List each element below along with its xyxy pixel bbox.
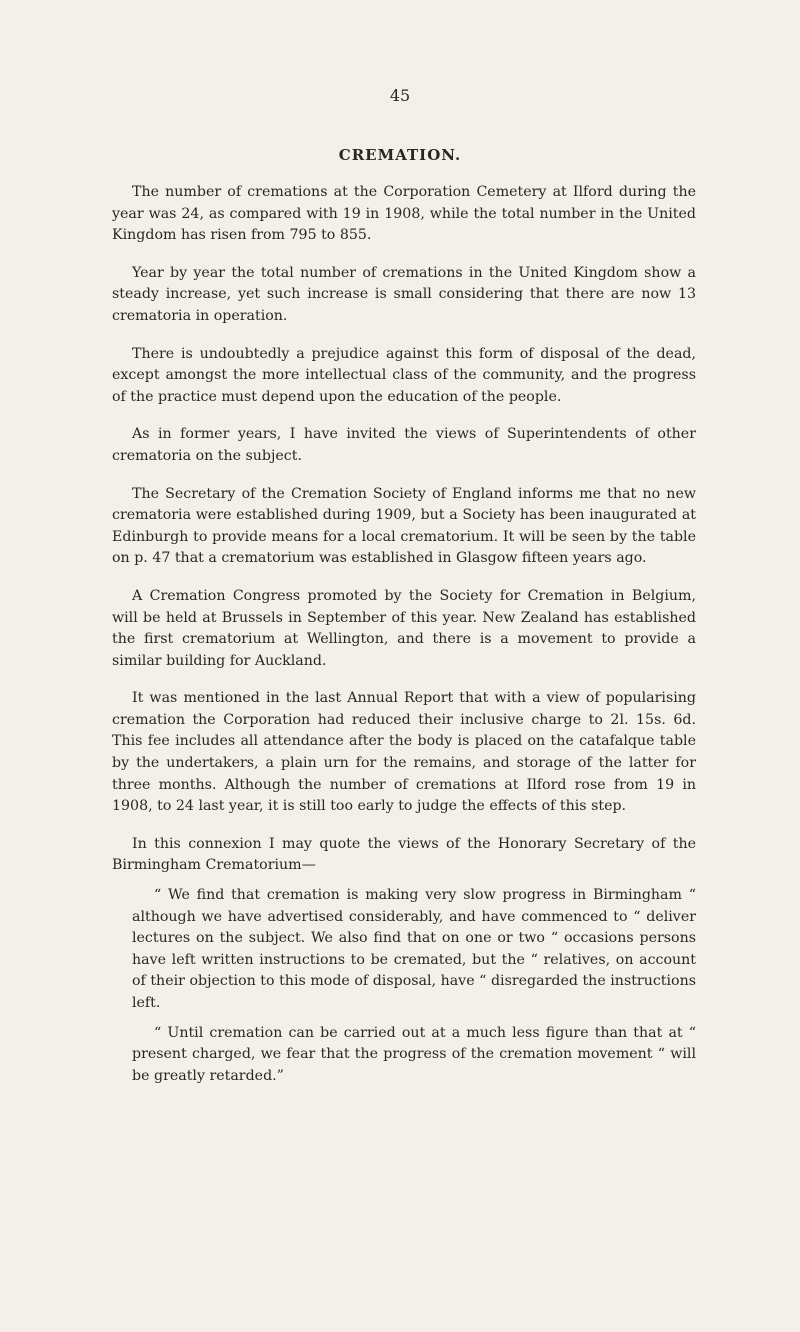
quote-paragraph: “ Until cremation can be carried out at a much less figure than that at “ present charged, we fear that the progress of the cremation movement “ will be greatly retarded.” bbox=[132, 1024, 696, 1084]
page-number: 45 bbox=[389, 86, 411, 105]
birmingham-quote bbox=[112, 885, 696, 1087]
section-title: CREMATION. bbox=[338, 146, 462, 164]
paragraph-congress: A Cremation Congress promoted by the Society for Cremation in Belgium, will be held at Brussels in September of this year. New Zealand has established the first crematorium at Wellington, and there is a movement to provide a similar building for Auckland. bbox=[112, 587, 696, 669]
paragraph-uk-increase: Year by year the total number of cremations in the United Kingdom show a steady increase, yet such increase is small considering that there are now 13 crematoria in operation. bbox=[112, 264, 696, 324]
paragraph-views-invited: As in former years, I have invited the views of Superintendents of other crematoria on the subject. bbox=[112, 426, 696, 464]
paragraph-charge-reduction: It was mentioned in the last Annual Report that with a view of popularising cremation the Corporation had reduced their inclusive charge to 2l. 15s. 6d. This fee includes all attendance after the body is placed on the catafalque table by the undertakers, a plain urn for the remains, and storage of the latter for three months. Although the number of cremations at Ilford rose from 19 in 1908, to 24 last year, it is still too early to judge the effects of this step. bbox=[112, 690, 696, 815]
paragraph-prejudice: There is undoubtedly a prejudice against this form of disposal of the dead, except amongst the more intellectual class of the community, and the progress of the practice must depend upon the education of the people. bbox=[112, 345, 696, 405]
quote-paragraph: “ We find that cremation is making very slow progress in Birmingham “ although we have advertised considerably, and have commenced to “ deliver lectures on the subject. We also find that on one or two “ occasions persons have left written instructions to be cremated, but the “ relatives, on account of their objection to this mode of disposal, have “ disregarded the instructions left. bbox=[132, 887, 696, 1011]
body-text bbox=[112, 182, 696, 1095]
paragraph-ilford-count: The number of cremations at the Corporation Cemetery at Ilford during the year was 24, as compared with 19 in 1908, while the total number in the United Kingdom has risen from 795 to 855. bbox=[112, 184, 696, 244]
paragraph-birmingham-intro: In this connexion I may quote the views of the Honorary Secretary of the Birmingham Crematorium— bbox=[112, 835, 696, 874]
paragraph-society-england: The Secretary of the Cremation Society of England informs me that no new crematoria were established during 1909, but a Society has been inaugurated at Edinburgh to provide means for a local crematorium. It will be seen by the table on p. 47 that a crematorium was established in Glasgow fifteen years ago. bbox=[112, 485, 696, 567]
